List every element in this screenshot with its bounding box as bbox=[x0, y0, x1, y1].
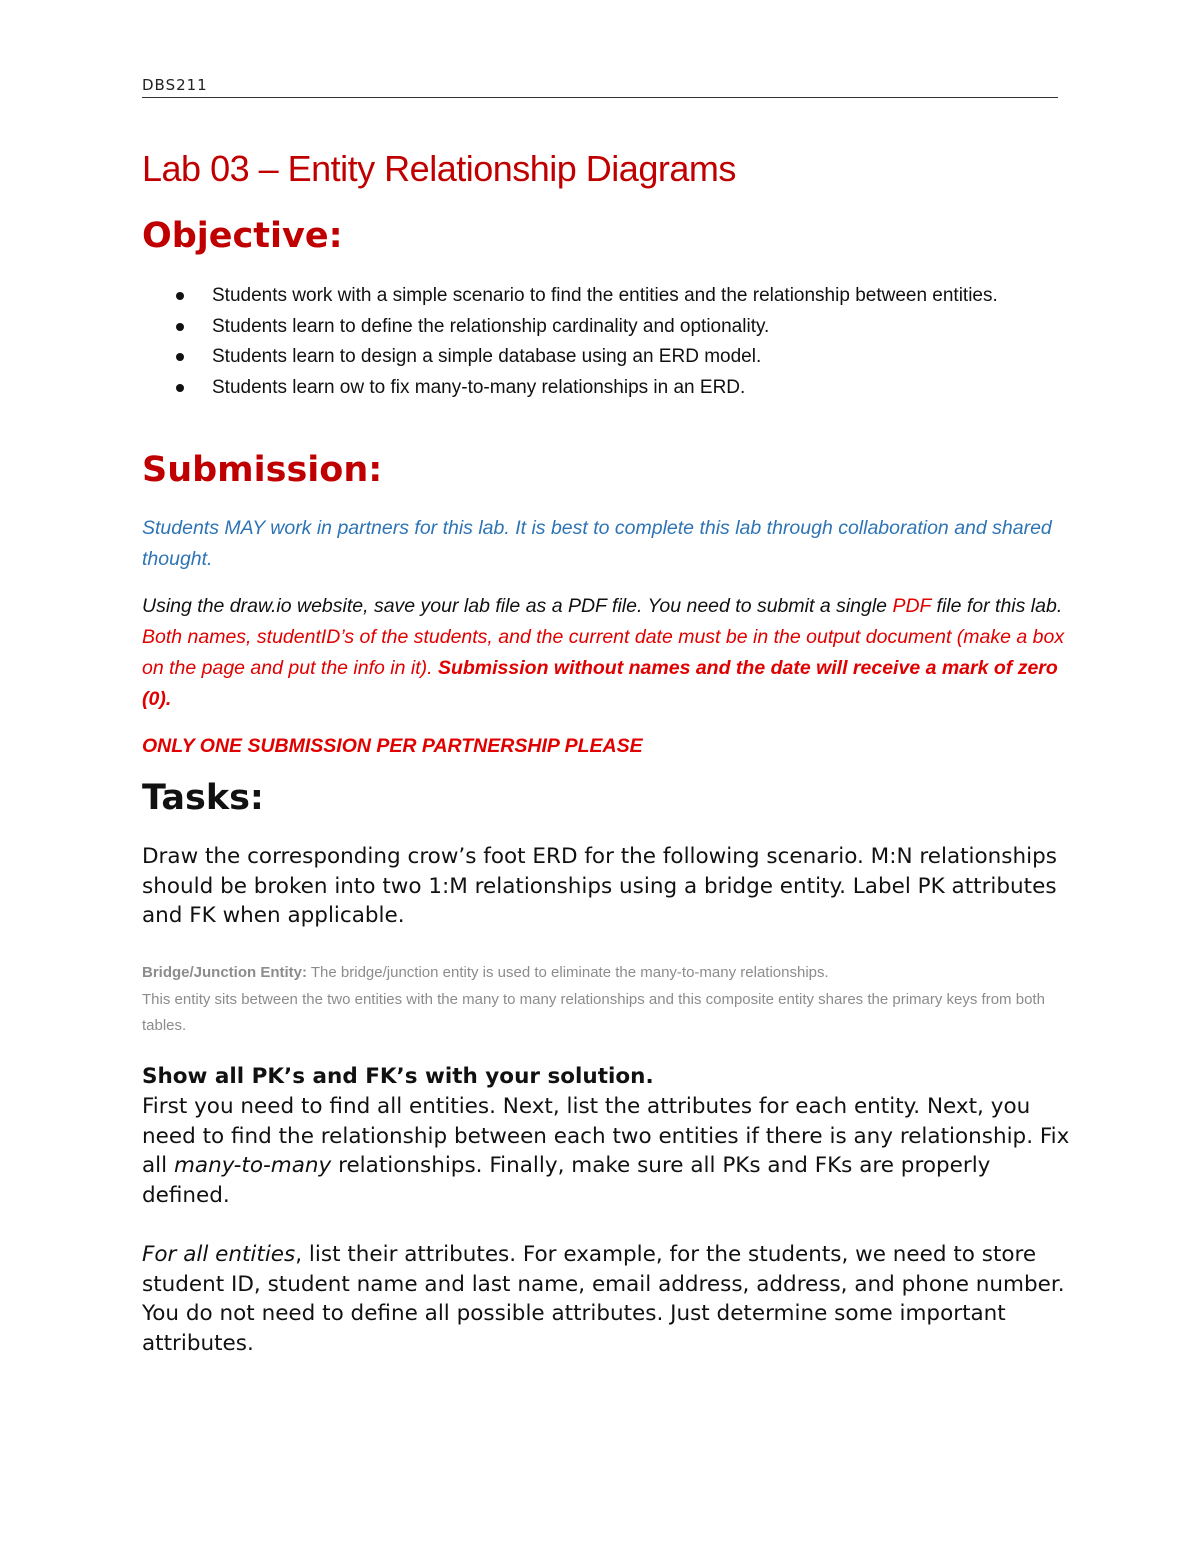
task-steps-text: relationships. Finally, make sure all PKs and FKs are properly defined. bbox=[142, 1153, 991, 1209]
bullet-icon bbox=[176, 323, 184, 331]
header-course-code: DBS211 bbox=[142, 76, 208, 94]
instructions-text: file for this lab. bbox=[931, 595, 1063, 617]
page-title: Lab 03 – Entity Relationship Diagrams bbox=[142, 148, 736, 189]
objective-list bbox=[142, 281, 1062, 403]
one-submission-note: ONLY ONE SUBMISSION PER PARTNERSHIP PLEASE bbox=[142, 735, 643, 757]
pdf-word: PDF bbox=[892, 595, 932, 617]
zero-mark-warning: Submission without names and the date will receive a mark of zero (0). bbox=[142, 657, 1058, 710]
objective-heading: Objective: bbox=[142, 216, 343, 256]
instructions-text: Using the draw.io website, save your lab file as a PDF file. You need to submit a single bbox=[142, 595, 893, 617]
many-to-many-term: many-to-many bbox=[173, 1153, 332, 1179]
objective-item-text: Students learn to define the relationship cardinality and optionality. bbox=[212, 315, 770, 337]
list-item bbox=[142, 312, 1062, 343]
attributes-example-text: , list their attributes. For example, for the students, we need to store student ID, student name and last name, email address, address, and phone number. You do not need to define all possible attributes. Just determine some important attributes. bbox=[142, 1242, 1065, 1357]
submission-instructions bbox=[142, 591, 1072, 715]
task-steps bbox=[142, 1092, 1072, 1211]
objective-item-text: Students learn to design a simple database using an ERD model. bbox=[212, 346, 762, 367]
objective-item-text: Students learn ow to fix many-to-many relationships in an ERD. bbox=[212, 376, 746, 398]
bridge-definition: The bridge/junction entity is used to eliminate the many-to-many relationships. bbox=[307, 964, 829, 981]
list-item bbox=[142, 373, 1062, 404]
bridge-line-1 bbox=[142, 960, 1072, 987]
attributes-example bbox=[142, 1240, 1072, 1359]
requirements-text: Both names, studentID’s of the students, and the current date must be in the output document (make a box on the page and put the info in it). bbox=[142, 626, 1065, 679]
bullet-icon bbox=[176, 292, 184, 300]
for-all-entities-term: For all entities bbox=[142, 1242, 296, 1267]
list-item bbox=[142, 281, 1062, 312]
bullet-icon bbox=[176, 353, 184, 361]
partners-note: Students MAY work in partners for this lab. It is best to complete this lab through collaboration and shared thought. bbox=[142, 517, 1052, 570]
bullet-icon bbox=[176, 384, 184, 392]
tasks-intro: Draw the corresponding crow’s foot ERD for the following scenario. M:N relationships should be broken into two 1:M relationships using a bridge entity. Label PK attributes and FK when applicable. bbox=[142, 844, 1057, 929]
list-item bbox=[142, 342, 1062, 373]
bridge-entity-note bbox=[142, 960, 1072, 1040]
submission-heading: Submission: bbox=[142, 450, 383, 490]
show-pk-fk-heading: Show all PK’s and FK’s with your solution. bbox=[142, 1064, 654, 1089]
bridge-line-2: This entity sits between the two entities with the many to many relationships and this composite entity shares the primary keys from both tables. bbox=[142, 990, 1045, 1034]
task-steps-text: First you need to find all entities. Next, list the attributes for each entity. Next, you need to find the relationship between each two entities if there is any relationship. Fix all bbox=[142, 1094, 1070, 1179]
tasks-heading: Tasks: bbox=[142, 778, 264, 818]
header-divider bbox=[142, 97, 1058, 98]
objective-item-text: Students work with a simple scenario to find the entities and the relationship between entities. bbox=[212, 285, 998, 306]
bridge-label: Bridge/Junction Entity: bbox=[142, 964, 307, 981]
